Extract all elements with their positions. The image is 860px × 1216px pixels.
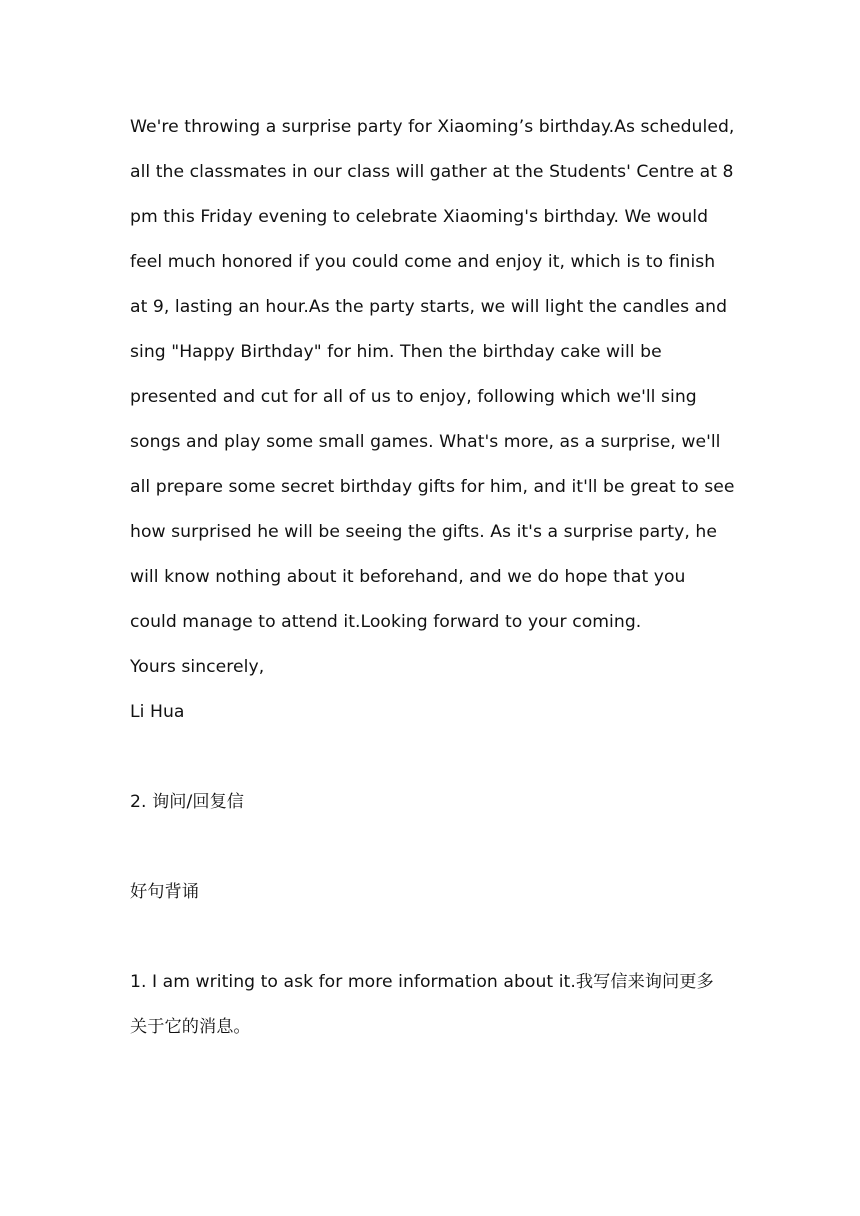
letter-body-line-7: presented and cut for all of us to enjoy, following which we'll sing [130,387,697,407]
letter-body-line-9: all prepare some secret birthday gifts for him, and it'll be great to see [130,477,735,497]
letter-body-line-3: pm this Friday evening to celebrate Xiaoming's birthday. We would [130,207,709,227]
letter-body-line-2: all the classmates in our class will gather at the Students' Centre at 8 [130,162,734,182]
letter-body-line-8: songs and play some small games. What's more, as a surprise, we'll [130,432,721,452]
letter-body-line-10: how surprised he will be seeing the gifts. As it's a surprise party, he [130,522,717,542]
letter-body-line-12: could manage to attend it.Looking forward to your coming. [130,612,642,632]
example-sentence-line-2: 关于它的消息。 [130,1017,251,1037]
letter-closing: Yours sincerely, [130,657,265,677]
letter-signature: Li Hua [130,702,185,722]
letter-body-line-4: feel much honored if you could come and enjoy it, which is to finish [130,252,716,272]
section-subheading: 好句背诵 [130,882,199,902]
letter-body-line-5: at 9, lasting an hour.As the party starts, we will light the candles and [130,297,728,317]
letter-body-line-6: sing "Happy Birthday" for him. Then the birthday cake will be [130,342,662,362]
example-sentence-line-1: 1. I am writing to ask for more information about it.我写信来询问更多 [130,972,714,992]
letter-body-line-1: We're throwing a surprise party for Xiaoming’s birthday.As scheduled, [130,117,735,137]
section-heading: 2. 询问/回复信 [130,792,245,812]
letter-body-line-11: will know nothing about it beforehand, and we do hope that you [130,567,686,587]
